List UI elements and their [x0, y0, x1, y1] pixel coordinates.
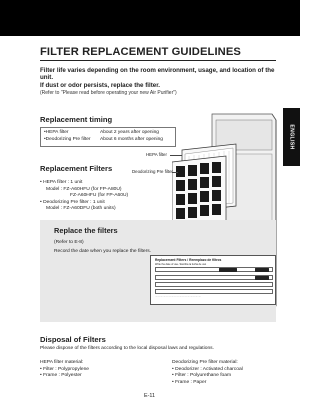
sticker-label-bar [255, 276, 269, 280]
replace-filters-instruction: Record the date when you replace the filters. [54, 249, 152, 254]
hepa-material-item: • Filter : Polypropylene [40, 366, 90, 372]
timing-row-period: About 2 years after opening [100, 130, 159, 135]
timing-row-name: •Deodorizing Pre filter [44, 136, 91, 142]
deodorizing-material-title: Deodorizing Pre filter material: [172, 360, 238, 365]
hepa-material-list [40, 360, 89, 380]
deodorizing-callout-leader [172, 172, 178, 173]
sticker-date-row [155, 289, 273, 294]
sticker-footnote: ······························································· [155, 296, 201, 298]
deodorizing-filter-callout: Deodorizing Pre filter [132, 169, 173, 174]
intro-note: (Refer to "Please read before operating your new Air Purifier") [40, 90, 177, 96]
replace-filters-heading: Replace the filters [54, 226, 118, 235]
intro-line-2: If dust or odor persists, replace the filter. [40, 81, 160, 89]
deodorizing-material-item: • Frame : Paper [172, 379, 207, 385]
filter-list-line: Model : FZ-A60DFU (both units) [46, 206, 116, 212]
filter-list-line: • HEPA filter : 1 unit [40, 180, 83, 185]
deodorizing-filter-graphic [172, 156, 226, 228]
intro-line-1: Filter life varies depending on the room environment, usage, and location of the unit. [40, 67, 275, 82]
replace-filters-reference: (Refer to E-8) [54, 240, 84, 245]
sticker-date-row [155, 282, 273, 287]
hepa-material-title: HEPA filter material: [40, 360, 84, 365]
timing-row-name: •HEPA filter [44, 130, 69, 135]
top-header-band [0, 0, 300, 36]
filter-list-line: FZ-A60HFU (for FP-A60U) [70, 193, 129, 199]
replacement-date-sticker [150, 255, 276, 305]
sticker-title: Replacement Filters / Reemplazo de filtros [155, 258, 222, 262]
replacement-filters-heading: Replacement Filters [40, 164, 113, 173]
timing-row-deodorizing [44, 137, 172, 144]
language-tab [283, 108, 300, 166]
sticker-label-bar [255, 268, 269, 272]
disposal-heading: Disposal of Filters [40, 335, 106, 344]
timing-row-period: About 6 months after opening [100, 136, 163, 142]
replacement-filters-list [40, 180, 128, 213]
page-title: FILTER REPLACEMENT GUIDELINES [40, 46, 241, 58]
hepa-material-item: • Frame : Polyester [40, 373, 82, 379]
language-tab-label: ENGLISH [288, 124, 295, 150]
deodorizing-material-list [172, 360, 243, 386]
deodorizing-material-item: • Filter : Polyurethane foam [172, 373, 232, 379]
intro-text [40, 67, 278, 89]
deodorizing-material-item: • Deodorizer : Activated charcoal [172, 366, 243, 372]
filter-list-line: Model : FZ-A60HFU (for FP-A80U) [46, 186, 122, 192]
page-number: E-11 [144, 393, 155, 399]
hepa-filter-callout: HEPA filter [146, 152, 167, 157]
title-divider [40, 60, 276, 61]
hepa-callout-leader [170, 155, 182, 156]
filter-list-line: • Deodorizing Pre filter : 1 unit [40, 199, 105, 205]
sticker-subtitle: Write the date of use / Escriba la fecha de uso [155, 262, 207, 266]
replacement-timing-box [40, 127, 176, 147]
sticker-label-bar [219, 268, 237, 272]
replacement-timing-heading: Replacement timing [40, 115, 113, 124]
disposal-description: Please dispose of the filters according to the local disposal laws and regulations. [40, 346, 214, 351]
